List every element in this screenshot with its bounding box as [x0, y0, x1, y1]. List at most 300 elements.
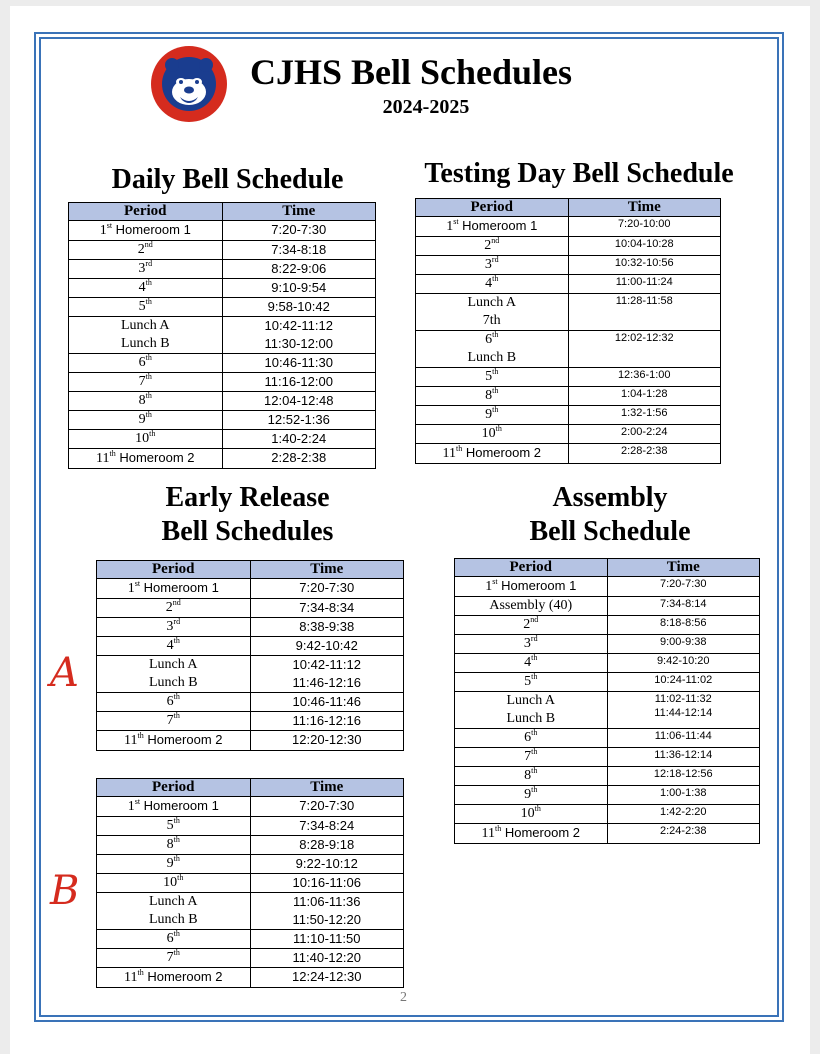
time-line: 8:22-9:06 [271, 261, 327, 276]
table-row [455, 786, 760, 805]
period-header: Period [416, 199, 569, 217]
period-header: Period [455, 559, 608, 577]
period-number: 3 [484, 257, 492, 272]
table-row [97, 618, 404, 637]
handwritten-mark-a: A [50, 650, 79, 696]
time-cell [250, 893, 404, 930]
cubs-bear-logo [150, 45, 228, 123]
period-number: 1 [99, 223, 107, 238]
period-cell [455, 729, 608, 748]
table-row [416, 425, 721, 444]
time-cell [250, 618, 404, 637]
time-cell [568, 444, 721, 464]
table-row [97, 949, 404, 968]
time-line: 10:04-10:28 [614, 238, 674, 250]
page-number: 2 [400, 990, 407, 1005]
time-cell [607, 654, 760, 673]
ordinal-suffix: th [531, 672, 538, 681]
ordinal-suffix: th [109, 449, 116, 458]
time-line: 12:20-12:30 [292, 732, 362, 747]
table-row [455, 597, 760, 616]
time-line: 7:34-8:34 [299, 600, 355, 615]
time-line: 9:58-10:42 [267, 299, 330, 314]
period-line [416, 217, 568, 236]
table-row [416, 217, 721, 237]
time-cell [250, 968, 404, 988]
time-line: 11:02-11:32 [654, 693, 712, 705]
time-line: 12:04-12:48 [264, 393, 334, 408]
table-row [69, 430, 376, 449]
time-cell [250, 930, 404, 949]
period-line: 7th [482, 313, 501, 328]
period-cell [416, 256, 569, 275]
ordinal-suffix: th [145, 410, 152, 419]
header-row [455, 559, 760, 577]
period-cell [97, 930, 251, 949]
header-row [97, 561, 404, 579]
ordinal-suffix: th [531, 653, 538, 662]
table-row [69, 317, 376, 354]
early-release-b-table [96, 778, 404, 988]
period-name: Homeroom 1 [458, 218, 538, 233]
table-row [97, 874, 404, 893]
period-cell [416, 217, 569, 237]
time-cell [250, 949, 404, 968]
ordinal-suffix: th [534, 804, 541, 813]
time-cell [250, 693, 404, 712]
ordinal-suffix: th [492, 330, 499, 339]
period-line [69, 392, 222, 410]
assembly-title-line2: Bell Schedule [529, 516, 691, 547]
time-cell [250, 637, 404, 656]
period-line [97, 855, 250, 873]
period-cell [97, 949, 251, 968]
period-line [416, 256, 568, 274]
table-row [69, 354, 376, 373]
period-cell [97, 618, 251, 637]
time-cell [222, 430, 376, 449]
period-line: Lunch A [148, 894, 198, 909]
period-number: 5 [138, 299, 146, 314]
period-name: Homeroom 2 [501, 825, 580, 840]
table-row [455, 729, 760, 748]
period-cell [416, 237, 569, 256]
time-line: 12:52-1:36 [267, 412, 330, 427]
table-row [97, 693, 404, 712]
period-line [97, 579, 250, 598]
period-number: 10 [481, 426, 496, 441]
period-cell [69, 430, 223, 449]
period-number: 9 [166, 856, 174, 871]
period-cell [97, 599, 251, 618]
early-release-a-table [96, 560, 404, 751]
table-row [69, 373, 376, 392]
period-line [455, 729, 607, 747]
period-line [97, 712, 250, 730]
time-line: 1:04-1:28 [621, 388, 668, 400]
ordinal-suffix: th [492, 386, 499, 395]
table-row [416, 387, 721, 406]
period-name: Homeroom 1 [140, 798, 219, 813]
time-line: 2:00-2:24 [621, 426, 668, 438]
time-line: 11:50-12:20 [292, 912, 361, 927]
period-cell [69, 392, 223, 411]
table-row [97, 637, 404, 656]
period-number: 8 [138, 393, 146, 408]
period-line [455, 654, 607, 672]
ordinal-suffix: nd [172, 598, 181, 607]
time-cell [568, 387, 721, 406]
period-number: 6 [166, 694, 174, 709]
time-line: 7:34-8:14 [660, 598, 707, 610]
period-line [69, 298, 222, 316]
period-line [97, 693, 250, 711]
period-line: Lunch A [467, 295, 517, 310]
table-row [455, 748, 760, 767]
period-cell [416, 425, 569, 444]
ordinal-suffix: th [173, 835, 180, 844]
ordinal-suffix: nd [530, 615, 539, 624]
ordinal-suffix: th [145, 278, 152, 287]
time-cell [607, 786, 760, 805]
table-row [97, 656, 404, 693]
period-cell [97, 712, 251, 731]
time-cell [222, 373, 376, 392]
period-cell [416, 387, 569, 406]
period-cell [455, 654, 608, 673]
time-line: 9:22-10:12 [295, 856, 358, 871]
period-name: Assembly (40) [489, 598, 573, 613]
period-number: 2 [523, 617, 531, 632]
time-line: 11:40-12:20 [292, 950, 361, 965]
period-line [69, 373, 222, 391]
period-header: Period [69, 203, 223, 221]
time-cell [607, 597, 760, 616]
table-row [455, 616, 760, 635]
time-cell [607, 767, 760, 786]
early-release-title-line1: Early Release [165, 482, 330, 513]
period-line [416, 368, 568, 386]
period-number: 7 [524, 749, 532, 764]
time-line: 2:24-2:38 [660, 825, 707, 837]
time-line: 11:16-12:00 [264, 374, 333, 389]
time-line: 10:32-10:56 [614, 257, 674, 269]
time-cell [607, 805, 760, 824]
time-line: 11:28-11:58 [615, 295, 673, 307]
table-row [97, 930, 404, 949]
period-number: 2 [484, 238, 492, 253]
period-line [97, 797, 250, 816]
ordinal-suffix: th [173, 711, 180, 720]
period-cell [455, 786, 608, 805]
period-number: 8 [524, 768, 532, 783]
period-cell [455, 597, 608, 616]
period-number: 4 [524, 655, 532, 670]
period-number: 1 [485, 579, 493, 594]
period-name: Homeroom 1 [140, 580, 219, 595]
table-row [455, 577, 760, 597]
period-line [97, 599, 250, 617]
time-line: 2:28-2:38 [621, 445, 668, 457]
ordinal-suffix: th [145, 372, 152, 381]
time-cell [568, 368, 721, 387]
period-number: 11 [442, 446, 456, 461]
period-cell [455, 692, 608, 729]
table-row [97, 712, 404, 731]
ordinal-suffix: st [492, 577, 498, 586]
time-line: 11:06-11:44 [654, 730, 712, 742]
period-line [97, 874, 250, 892]
period-number: 10 [135, 431, 150, 446]
period-line [416, 406, 568, 424]
table-row [416, 444, 721, 464]
period-number: 7 [138, 374, 146, 389]
period-line [97, 930, 250, 948]
ordinal-suffix: th [531, 728, 538, 737]
time-header: Time [568, 199, 721, 217]
period-line [69, 221, 222, 240]
ordinal-suffix: th [145, 353, 152, 362]
table-row [69, 260, 376, 279]
table-row [97, 599, 404, 618]
time-header: Time [250, 561, 404, 579]
ordinal-suffix: th [145, 297, 152, 306]
period-line [455, 786, 607, 804]
time-line: 1:32-1:56 [621, 407, 668, 419]
period-cell [97, 579, 251, 599]
ordinal-suffix: th [173, 636, 180, 645]
period-cell [97, 797, 251, 817]
table-row [97, 797, 404, 817]
ordinal-suffix: th [137, 731, 144, 740]
time-cell [250, 599, 404, 618]
table-row [455, 767, 760, 786]
period-line [455, 805, 607, 823]
period-cell [455, 635, 608, 654]
time-cell [607, 692, 760, 729]
time-line: 7:34-8:24 [299, 818, 355, 833]
period-line [455, 767, 607, 785]
time-line: 8:18-8:56 [660, 617, 707, 629]
period-cell [97, 731, 251, 751]
ordinal-suffix: th [173, 854, 180, 863]
time-header: Time [222, 203, 376, 221]
school-year: 2024-2025 [382, 96, 470, 118]
ordinal-suffix: th [492, 274, 499, 283]
table-row [416, 237, 721, 256]
time-line: 11:06-11:36 [293, 894, 361, 909]
period-number: 8 [166, 837, 174, 852]
time-cell [607, 824, 760, 844]
time-line: 1:40-2:24 [271, 431, 327, 446]
time-cell [222, 392, 376, 411]
period-cell [416, 275, 569, 294]
table-row [69, 392, 376, 411]
time-line: 7:20-7:30 [660, 578, 707, 590]
table-row [455, 824, 760, 844]
time-cell [607, 673, 760, 692]
period-cell [69, 298, 223, 317]
period-number: 7 [166, 713, 174, 728]
time-cell [222, 260, 376, 279]
time-cell [568, 275, 721, 294]
period-cell [97, 968, 251, 988]
period-number: 7 [166, 950, 174, 965]
header-row [97, 779, 404, 797]
period-cell [97, 656, 251, 693]
ordinal-suffix: th [531, 785, 538, 794]
period-number: 9 [485, 407, 493, 422]
daily-schedule-title: Daily Bell Schedule [111, 164, 344, 195]
period-line [416, 331, 568, 349]
period-header: Period [97, 561, 251, 579]
table-row [455, 635, 760, 654]
period-line [416, 237, 568, 255]
period-name: Homeroom 2 [115, 450, 195, 465]
time-line: 9:42-10:42 [295, 638, 358, 653]
time-line: 10:42-11:12 [292, 657, 361, 672]
time-cell [250, 874, 404, 893]
period-line [455, 748, 607, 766]
time-cell [222, 241, 376, 260]
time-cell [222, 221, 376, 241]
time-line: 10:46-11:46 [292, 694, 361, 709]
period-cell [455, 824, 608, 844]
period-name: Homeroom 2 [143, 969, 223, 984]
period-line [69, 354, 222, 372]
ordinal-suffix: th [495, 824, 502, 833]
table-row [69, 298, 376, 317]
period-number: 3 [138, 261, 146, 276]
time-cell [568, 331, 721, 368]
table-row [416, 294, 721, 331]
time-cell [222, 298, 376, 317]
period-cell [455, 616, 608, 635]
period-cell [416, 294, 569, 331]
period-number: 2 [137, 242, 145, 257]
time-line: 10:46-11:30 [264, 355, 333, 370]
time-cell [250, 797, 404, 817]
period-cell [69, 373, 223, 392]
period-number: 11 [124, 970, 138, 985]
period-line [416, 444, 568, 463]
period-cell [455, 767, 608, 786]
period-number: 11 [124, 733, 138, 748]
period-line: Lunch B [120, 336, 170, 351]
time-cell [250, 731, 404, 751]
period-line: Lunch B [506, 711, 556, 726]
time-line: 11:44-12:14 [654, 707, 713, 719]
ordinal-suffix: th [173, 692, 180, 701]
time-line: 11:10-11:50 [293, 931, 361, 946]
ordinal-suffix: st [134, 797, 141, 806]
time-cell [568, 294, 721, 331]
time-cell [222, 317, 376, 354]
table-row [97, 855, 404, 874]
time-line: 10:24-11:02 [654, 674, 713, 686]
period-cell [416, 406, 569, 425]
time-line: 12:36-1:00 [617, 369, 671, 381]
period-line [69, 430, 222, 448]
ordinal-suffix: th [137, 968, 144, 977]
time-line: 11:36-12:14 [654, 749, 713, 761]
ordinal-suffix: th [145, 391, 152, 400]
time-header: Time [607, 559, 760, 577]
ordinal-suffix: th [495, 424, 502, 433]
ordinal-suffix: th [173, 948, 180, 957]
period-number: 5 [485, 369, 493, 384]
table-row [416, 406, 721, 425]
table-row [416, 368, 721, 387]
time-line: 7:20-10:00 [617, 218, 671, 230]
time-cell [607, 577, 760, 597]
header-row [69, 203, 376, 221]
time-cell [607, 616, 760, 635]
table-row [97, 968, 404, 988]
period-cell [416, 368, 569, 387]
ordinal-suffix: st [453, 217, 459, 226]
period-line [97, 949, 250, 967]
time-line: 7:20-7:30 [299, 580, 355, 595]
period-number: 10 [163, 875, 178, 890]
table-row [97, 579, 404, 599]
time-line: 9:10-9:54 [271, 280, 327, 295]
period-line: Lunch B [467, 350, 517, 365]
period-number: 9 [138, 412, 146, 427]
period-number: 4 [166, 638, 174, 653]
time-line: 9:00-9:38 [660, 636, 707, 648]
page-title: CJHS Bell Schedules [249, 52, 573, 92]
period-number: 6 [166, 931, 174, 946]
time-cell [250, 817, 404, 836]
ordinal-suffix: th [492, 367, 499, 376]
time-cell [250, 855, 404, 874]
ordinal-suffix: rd [145, 259, 153, 268]
period-line [97, 731, 250, 750]
time-line: 11:16-12:16 [292, 713, 361, 728]
period-cell [455, 805, 608, 824]
assembly-schedule-table [454, 558, 760, 844]
time-cell [568, 237, 721, 256]
time-cell [607, 729, 760, 748]
time-line: 10:16-11:06 [292, 875, 361, 890]
period-line [455, 673, 607, 691]
time-cell [607, 635, 760, 654]
time-cell [607, 748, 760, 767]
ordinal-suffix: th [531, 766, 538, 775]
period-number: 5 [166, 818, 174, 833]
period-line [69, 241, 222, 259]
time-line: 12:18-12:56 [653, 768, 713, 780]
period-line [69, 449, 222, 468]
ordinal-suffix: rd [530, 634, 538, 643]
ordinal-suffix: nd [491, 236, 500, 245]
period-line: Lunch A [506, 693, 556, 708]
time-cell [250, 712, 404, 731]
time-line: 12:02-12:32 [614, 332, 674, 344]
ordinal-suffix: rd [173, 617, 181, 626]
period-number: 4 [485, 276, 493, 291]
time-cell [222, 449, 376, 469]
time-line: 7:20-7:30 [299, 798, 355, 813]
period-line [416, 387, 568, 405]
period-cell [69, 241, 223, 260]
period-line [455, 577, 607, 596]
period-header: Period [97, 779, 251, 797]
ordinal-suffix: st [134, 579, 141, 588]
time-line: 2:28-2:38 [271, 450, 327, 465]
time-line: 1:00-1:38 [660, 787, 707, 799]
